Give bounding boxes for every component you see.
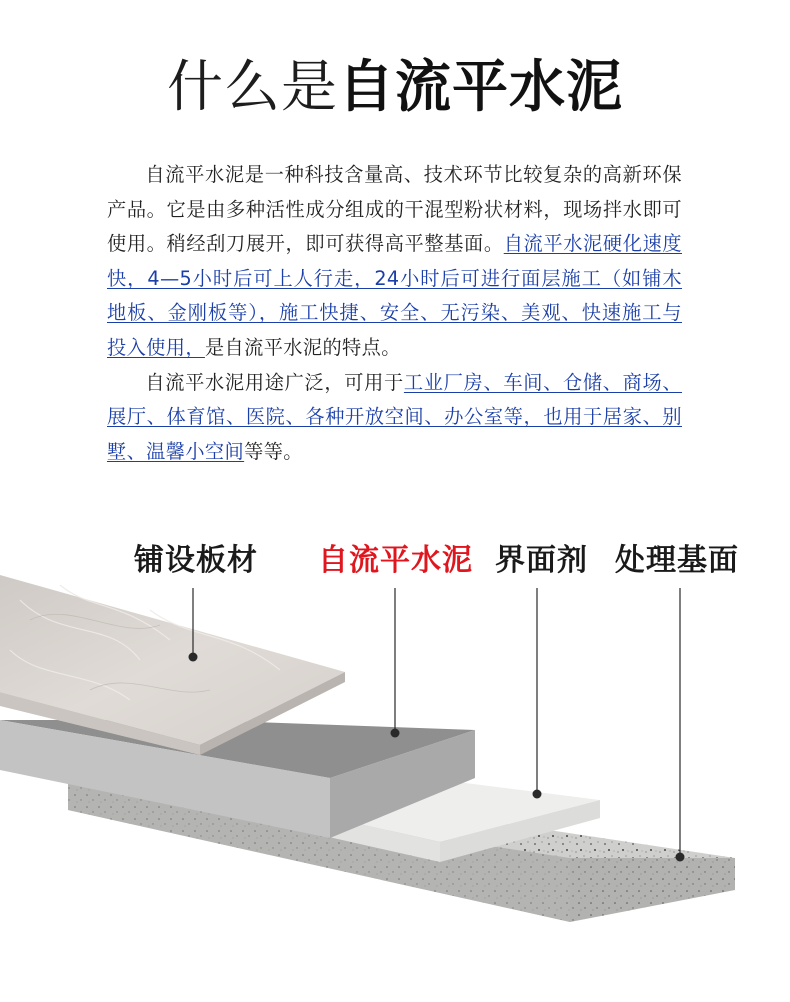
- label-base-treatment: 处理基面: [615, 543, 739, 578]
- intro-p1-text: 自流平水泥是一种科技含量高、技术环节比较复杂的高新环保产品。它是由多种活性成分组成的干混型粉状材料，现场拌水即可使用。稍经刮刀展开，即可获得高平整基面。: [107, 163, 682, 256]
- page-title: [0, 52, 790, 124]
- label-tile: 铺设板材: [134, 543, 258, 578]
- interface-marker-dot: [533, 790, 542, 799]
- base-marker-dot: [676, 853, 685, 862]
- intro-paragraph-2: [107, 366, 682, 470]
- intro-p2-text: 自流平水泥用途广泛，可用于: [145, 370, 404, 394]
- intro-paragraph-1: [107, 158, 682, 366]
- tile-marker-dot: [189, 653, 198, 662]
- intro-p2-highlight[interactable]: 工业厂房、车间、仓储、商场、展厅、体育馆、医院、各种开放空间、办公室等，也用于居家、别墅、温馨小空间: [107, 370, 682, 463]
- label-self-leveling: 自流平水泥: [318, 543, 473, 578]
- self-leveling-marker-dot: [391, 729, 400, 738]
- title-main: 自流平水泥: [338, 55, 623, 120]
- intro-p1-tail: 是自流平水泥的特点。: [204, 335, 401, 359]
- intro-text: [107, 158, 682, 469]
- label-interface-agent: 界面剂: [495, 543, 588, 578]
- title-prefix: 什么是: [167, 55, 338, 120]
- layer-diagram: [0, 570, 790, 1002]
- intro-p1-highlight[interactable]: 自流平水泥硬化速度快，4—5小时后可上人行走，24小时后可进行面层施工（如铺木地板、金刚板等），施工快捷、安全、无污染、美观、快速施工与投入使用，: [107, 232, 682, 359]
- intro-p2-tail: 等等。: [244, 439, 303, 463]
